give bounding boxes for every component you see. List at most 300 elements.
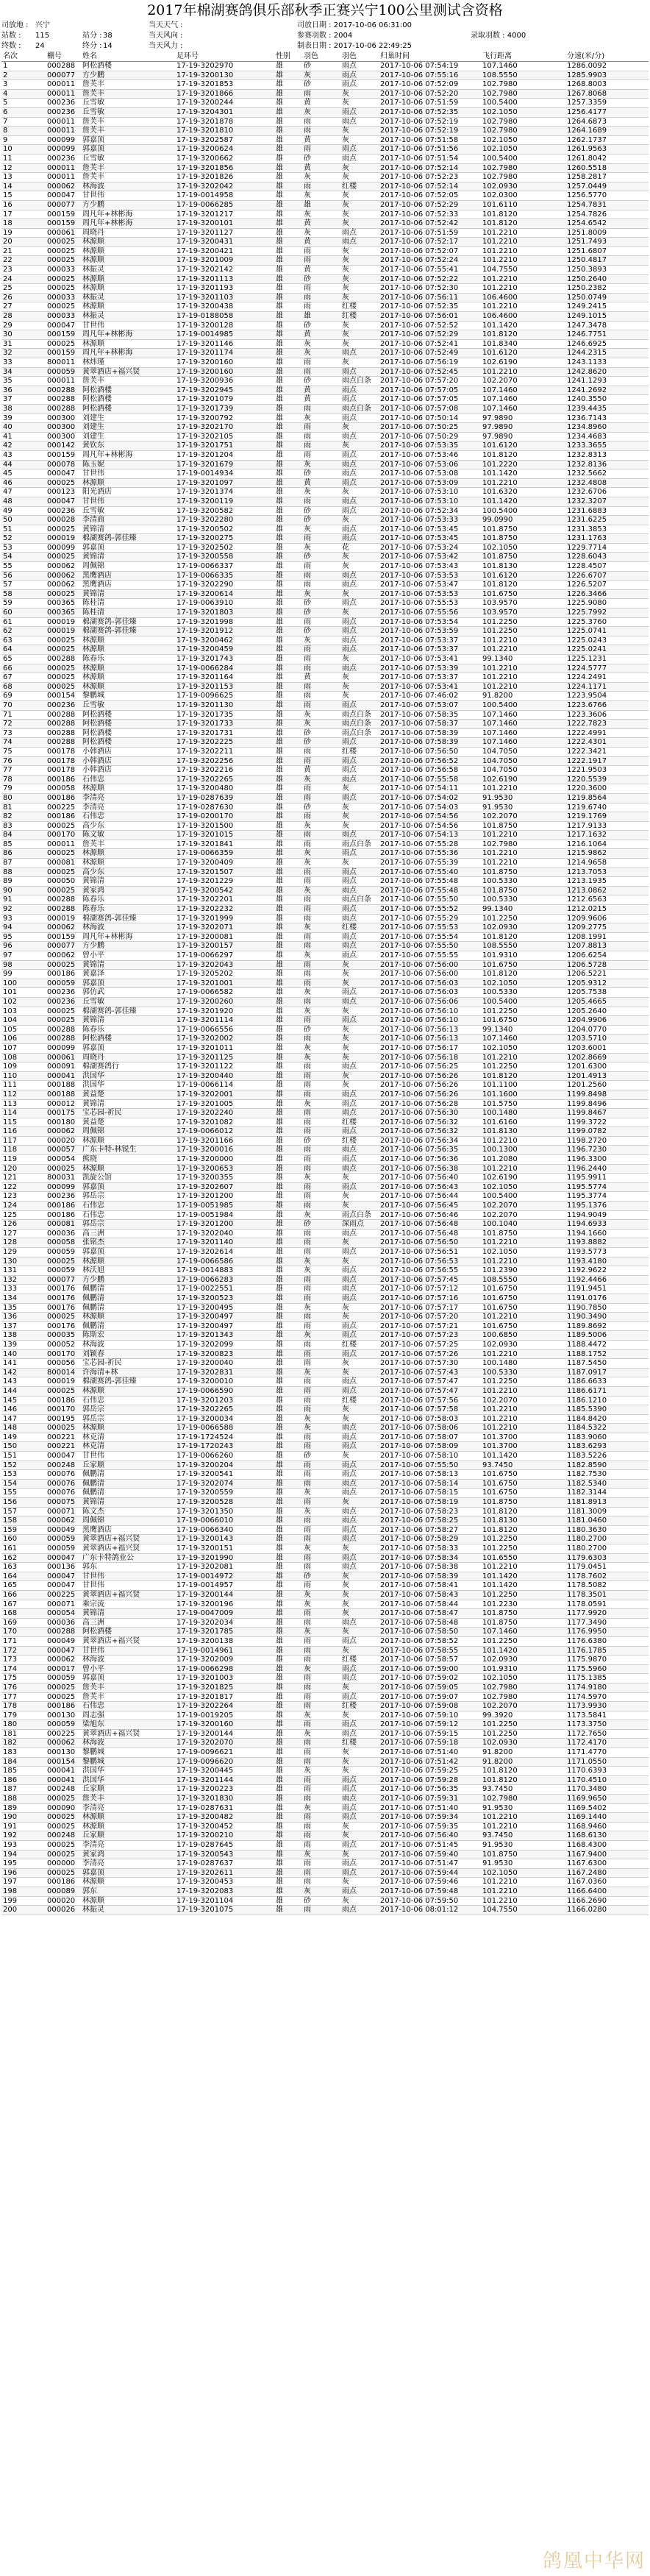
table-cell: 1170.4510	[565, 1775, 649, 1785]
table-cell: 郭嘉顶	[81, 1182, 175, 1192]
table-cell: 2017-10-06 07:58:25	[379, 1516, 481, 1526]
meta-cell: 司放地 :	[1, 21, 29, 29]
table-cell: 丘雪敏	[81, 99, 175, 108]
table-cell: 17-19-3202043	[175, 960, 274, 970]
table-row	[1, 1192, 649, 1202]
table-cell: 101.2250	[481, 1062, 565, 1072]
table-cell: 000025	[46, 274, 81, 284]
table-cell: 1223.3606	[565, 710, 649, 720]
table-cell: 2017-10-06 07:59:02	[379, 1674, 481, 1683]
table-cell: 107.1460	[481, 738, 565, 748]
table-cell: 2017-10-06 07:52:33	[379, 210, 481, 219]
table-cell: 雄	[274, 497, 302, 506]
table-cell: 17-19-3201998	[175, 617, 274, 627]
table-cell: 雨点	[340, 1266, 379, 1276]
table-row	[1, 1349, 649, 1359]
table-cell: 2017-10-06 07:50:29	[379, 432, 481, 441]
meta-cell	[82, 21, 103, 31]
table-row	[1, 1025, 649, 1035]
table-cell: 雨点	[340, 1516, 379, 1526]
table-cell: 17-19-0014958	[175, 191, 274, 201]
table-cell: 13	[1, 173, 46, 182]
table-cell: 1247.3478	[565, 321, 649, 330]
table-cell: 99.0990	[481, 516, 565, 525]
table-cell: 17-19-0014934	[175, 469, 274, 479]
table-cell: 000025	[46, 960, 81, 970]
table-cell: 17-19-3201999	[175, 914, 274, 923]
table-cell: 149	[1, 1433, 46, 1442]
table-cell: 林源顺	[81, 1257, 175, 1266]
table-cell: 洪国华	[81, 1071, 175, 1081]
table-cell: 000047	[46, 497, 81, 506]
table-cell: 000025	[46, 1795, 81, 1804]
table-cell: 雄	[274, 756, 302, 766]
table-row	[1, 1202, 649, 1211]
table-cell: 1188.1752	[565, 1349, 649, 1359]
table-cell: 雄	[274, 1739, 302, 1748]
table-cell: 000059	[46, 1535, 81, 1544]
table-cell: 800014	[46, 1368, 81, 1377]
table-cell: 雨点	[340, 469, 379, 479]
table-cell: 灰	[340, 1498, 379, 1508]
table-cell: 灰	[302, 1887, 340, 1896]
table-cell: 雨	[302, 581, 340, 590]
table-cell: 46	[1, 478, 46, 488]
table-cell: 000062	[46, 923, 81, 933]
table-cell: 2017-10-06 07:53:37	[379, 645, 481, 655]
table-cell: 阿松酒楼	[81, 395, 175, 405]
table-cell: 17-19-3200210	[175, 1831, 274, 1841]
table-cell: 7	[1, 117, 46, 127]
table-cell: 雨点	[340, 145, 379, 155]
table-cell: 102.0930	[481, 1739, 565, 1748]
table-cell: 000062	[46, 1739, 81, 1748]
table-cell: 灰	[302, 1850, 340, 1859]
table-cell: 17-19-0287639	[175, 793, 274, 803]
table-cell: 000025	[46, 867, 81, 877]
table-cell: 雨点	[340, 1535, 379, 1544]
table-cell: 雨点	[340, 1813, 379, 1823]
table-cell: 97.9890	[481, 414, 565, 423]
table-cell: 灰	[302, 1043, 340, 1053]
table-cell: 雄	[274, 145, 302, 155]
table-cell: 灰	[340, 1359, 379, 1369]
table-cell: 101.6750	[481, 1489, 565, 1498]
table-cell: 灰	[302, 1600, 340, 1609]
table-cell: 小韩酒店	[81, 766, 175, 776]
table-cell: 2017-10-06 07:51:42	[379, 1757, 481, 1767]
table-cell: 雨	[302, 1386, 340, 1396]
table-cell: 17-19-0066284	[175, 664, 274, 673]
table-cell: 1167.0360	[565, 1878, 649, 1887]
table-cell: 灰	[340, 423, 379, 433]
meta-cell	[515, 41, 559, 52]
table-cell: 17-19-3201200	[175, 1192, 274, 1202]
table-cell: 173	[1, 1656, 46, 1665]
table-cell: 1228.6043	[565, 553, 649, 562]
table-cell: 17-19-3202265	[175, 1405, 274, 1415]
table-cell: 雄	[274, 997, 302, 1007]
table-cell: 雨点	[340, 497, 379, 506]
table-cell: 101.2210	[481, 1414, 565, 1424]
table-cell: 2017-10-06 07:54:56	[379, 821, 481, 831]
table-cell: 000025	[46, 1692, 81, 1702]
table-cell: 灰	[340, 163, 379, 173]
table-cell: 000036	[46, 1618, 81, 1628]
table-cell: 黄	[302, 135, 340, 145]
table-cell: 雨点	[340, 478, 379, 488]
table-cell: 17-19-3201203	[175, 1396, 274, 1405]
table-cell: 2017-10-06 07:58:52	[379, 1636, 481, 1646]
table-row	[1, 1822, 649, 1831]
table-cell: 雄	[274, 1841, 302, 1851]
table-cell: 郭东	[81, 1887, 175, 1896]
table-cell: 黄翠酒店+福兴贤	[81, 1729, 175, 1739]
meta-cell	[103, 21, 149, 31]
table-cell: 102.2070	[481, 1396, 565, 1405]
table-cell: 雨	[302, 914, 340, 923]
table-cell: 灰	[340, 1414, 379, 1424]
table-cell: 2017-10-06 07:58:43	[379, 1590, 481, 1600]
table-cell: 林海波	[81, 1656, 175, 1665]
table-cell: 17-19-3201127	[175, 228, 274, 238]
table-cell: 2017-10-06 07:56:03	[379, 988, 481, 998]
table-cell: 林海波	[81, 1340, 175, 1349]
table-cell: 雨	[302, 1109, 340, 1118]
table-cell: 1249.2415	[565, 302, 649, 312]
table-cell: 雨点	[340, 1729, 379, 1739]
table-cell: 雄	[274, 414, 302, 423]
table-cell: 林源顺	[81, 849, 175, 859]
table-cell: 方少鹏	[81, 1275, 175, 1285]
table-cell: 181	[1, 1729, 46, 1739]
table-cell: 陈春乐	[81, 895, 175, 905]
table-cell: 雨点	[340, 525, 379, 534]
table-cell: 43	[1, 450, 46, 460]
table-cell: 17-19-3202607	[175, 1182, 274, 1192]
table-cell: 17-19-3201011	[175, 1043, 274, 1053]
table-cell: 灰	[302, 1424, 340, 1433]
table-cell: 黄锦清	[81, 960, 175, 970]
table-cell: 188	[1, 1795, 46, 1804]
table-cell: 17-19-3202240	[175, 1109, 274, 1118]
table-cell: 17-19-3201166	[175, 1136, 274, 1146]
table-cell: 1246.6925	[565, 339, 649, 349]
table-cell: 雨	[302, 1349, 340, 1359]
table-cell: 雄	[274, 386, 302, 395]
meta-cell: 当天风力 :	[149, 42, 183, 50]
table-cell: 000178	[46, 756, 81, 766]
table-cell: 灰	[302, 1174, 340, 1183]
table-cell: 灰	[340, 321, 379, 330]
table-cell: 1186.1210	[565, 1396, 649, 1405]
table-cell: 雄	[274, 812, 302, 822]
table-cell: 000288	[46, 1025, 81, 1035]
table-cell: 26	[1, 293, 46, 302]
table-cell: 17-19-3201193	[175, 284, 274, 294]
table-cell: 1225.0741	[565, 627, 649, 636]
table-row	[1, 506, 649, 516]
table-cell: 2017-10-06 07:58:35	[379, 710, 481, 720]
table-row	[1, 358, 649, 368]
table-cell: 黄锦清	[81, 525, 175, 534]
table-cell: 101.2210	[481, 1563, 565, 1572]
table-cell: 灰	[302, 460, 340, 469]
table-cell: 雨点	[340, 1109, 379, 1118]
table-cell: 107.1460	[481, 62, 565, 71]
race-meta	[0, 21, 650, 52]
table-cell: 2017-10-06 07:57:20	[379, 1313, 481, 1322]
table-row	[1, 1174, 649, 1183]
table-cell: 灰	[340, 246, 379, 256]
table-cell: 1178.5082	[565, 1581, 649, 1591]
table-cell: 雄	[274, 1720, 302, 1730]
table-cell: 101.8340	[481, 339, 565, 349]
table-cell: 灰	[302, 1414, 340, 1424]
table-cell: 阿松酒楼	[81, 728, 175, 738]
meta-cell	[400, 41, 471, 52]
table-cell: 雨	[302, 450, 340, 460]
table-cell: 雄	[274, 135, 302, 145]
table-cell: 灰	[340, 1850, 379, 1859]
table-row	[1, 859, 649, 868]
table-cell: 雨	[302, 1275, 340, 1285]
column-header: 棚号	[46, 52, 81, 62]
table-cell: 雄	[274, 395, 302, 405]
table-cell: 2017-10-06 07:54:03	[379, 803, 481, 812]
table-cell: 1231.6883	[565, 506, 649, 516]
table-cell: 000020	[46, 1896, 81, 1906]
table-cell: 191	[1, 1822, 46, 1831]
table-row	[1, 988, 649, 998]
table-cell: 17-19-3201125	[175, 1053, 274, 1062]
table-cell: 101.3700	[481, 1442, 565, 1452]
table-cell: 灰	[340, 1600, 379, 1609]
table-cell: 雨	[302, 1822, 340, 1831]
table-cell: 61	[1, 617, 46, 627]
table-cell: 雨	[302, 831, 340, 840]
table-cell: 灰	[302, 173, 340, 182]
table-cell: 17-19-3201853	[175, 80, 274, 90]
table-cell: 17-19-0066010	[175, 1516, 274, 1526]
table-cell: 101.2210	[481, 1349, 565, 1359]
table-cell: 101.6750	[481, 1321, 565, 1331]
table-cell: 17-19-3202970	[175, 62, 274, 71]
table-cell: 甘世伟	[81, 469, 175, 479]
table-cell: 黄翠酒店+福兴贤	[81, 1636, 175, 1646]
table-cell: 2017-10-06 07:55:48	[379, 886, 481, 895]
table-cell: 雄	[274, 766, 302, 776]
table-cell: 17-19-3202290	[175, 581, 274, 590]
table-cell: 丘雪敏	[81, 154, 175, 163]
table-cell: 1234.4683	[565, 432, 649, 441]
table-cell: 000011	[46, 80, 81, 90]
table-cell: 128	[1, 1238, 46, 1248]
table-row	[1, 895, 649, 905]
table-cell: 2017-10-06 07:56:44	[379, 1192, 481, 1202]
table-cell: 2017-10-06 07:59:05	[379, 1683, 481, 1692]
table-cell: 灰	[302, 543, 340, 553]
table-row	[1, 608, 649, 618]
table-cell: 2017-10-06 07:53:59	[379, 627, 481, 636]
table-cell: 1249.1015	[565, 312, 649, 322]
table-cell: 郭嘉顶	[81, 1248, 175, 1257]
table-cell: 000025	[46, 339, 81, 349]
table-cell: 2017-10-06 07:53:45	[379, 525, 481, 534]
table-cell: 灰	[340, 1043, 379, 1053]
table-cell: 灰	[340, 339, 379, 349]
table-cell: 000288	[46, 710, 81, 720]
table-cell: 000077	[46, 71, 81, 80]
table-cell: 砂	[302, 1452, 340, 1461]
table-cell: 雨点	[340, 1803, 379, 1813]
table-cell: 000176	[46, 1285, 81, 1294]
table-cell: 17-19-3202216	[175, 766, 274, 776]
table-cell: 121	[1, 1174, 46, 1183]
table-cell: 雨点	[340, 1887, 379, 1896]
table-cell: 91.9530	[481, 793, 565, 803]
table-cell: 000019	[46, 534, 81, 544]
table-cell: 17-19-3201733	[175, 720, 274, 729]
table-cell: 101.2390	[481, 1266, 565, 1276]
table-cell: 2017-10-06 07:55:29	[379, 914, 481, 923]
table-cell: 17-19-0066285	[175, 200, 274, 210]
table-cell: 黎鹏城	[81, 1757, 175, 1767]
table-cell: 2017-10-06 07:59:34	[379, 1813, 481, 1823]
table-cell: 101.8120	[481, 581, 565, 590]
table-cell: 雨	[302, 1525, 340, 1535]
table-cell: 陈文杰	[81, 1507, 175, 1516]
table-cell: 102.7980	[481, 163, 565, 173]
table-cell: 17-19-0066556	[175, 1025, 274, 1035]
table-row	[1, 1803, 649, 1813]
table-cell: 阿松酒楼	[81, 710, 175, 720]
table-cell: 000130	[46, 1748, 81, 1758]
table-cell: 雨点	[340, 905, 379, 915]
table-cell: 刘建生	[81, 423, 175, 433]
table-cell: 佩鹏清	[81, 1303, 175, 1313]
table-cell: 17-19-3201679	[175, 460, 274, 469]
table-row	[1, 1479, 649, 1489]
table-cell: 郭岳宗	[81, 1405, 175, 1415]
table-cell: 101.2210	[481, 673, 565, 683]
table-cell: 1192.9622	[565, 1266, 649, 1276]
table-cell: 雨	[302, 423, 340, 433]
table-cell: 106.4600	[481, 293, 565, 302]
table-cell: 101.6750	[481, 960, 565, 970]
table-cell: 1199.8467	[565, 1109, 649, 1118]
table-cell: 17-19-3201350	[175, 1507, 274, 1516]
table-cell: 雄	[274, 377, 302, 386]
table-cell: 雨	[302, 1192, 340, 1202]
table-row	[1, 849, 649, 859]
table-cell: 2017-10-06 07:59:07	[379, 1692, 481, 1702]
table-cell: 17-19-3204301	[175, 107, 274, 117]
meta-cell	[515, 31, 559, 41]
table-cell: 41	[1, 432, 46, 441]
table-cell: 17-19-0066359	[175, 849, 274, 859]
table-cell: 2017-10-06 07:59:28	[379, 1775, 481, 1785]
table-cell: 灰	[302, 1266, 340, 1276]
table-cell: 101.2210	[481, 274, 565, 284]
table-cell: 1219.6740	[565, 803, 649, 812]
table-cell: 雨	[302, 1229, 340, 1238]
table-cell: 雄	[274, 840, 302, 849]
table-cell: 1193.4180	[565, 1257, 649, 1266]
table-cell: 1199.8496	[565, 1099, 649, 1109]
table-row	[1, 1359, 649, 1369]
table-cell: 雨	[302, 1035, 340, 1044]
table-cell: 000057	[46, 1146, 81, 1155]
table-cell: 1187.0917	[565, 1368, 649, 1377]
table-cell: 101.3700	[481, 1433, 565, 1442]
table-cell: 000188	[46, 1081, 81, 1090]
table-cell: 雨点	[340, 1553, 379, 1563]
table-cell: 1201.6300	[565, 1062, 649, 1072]
table-cell: 102.1050	[481, 145, 565, 155]
table-cell: 82	[1, 812, 46, 822]
table-cell: 雄	[274, 1155, 302, 1165]
table-cell: 177	[1, 1692, 46, 1702]
table-cell: 雄	[274, 1581, 302, 1591]
table-cell: 17-19-0014961	[175, 1646, 274, 1656]
table-cell: 2017-10-06 07:52:41	[379, 339, 481, 349]
table-cell: 丘家顺	[81, 1831, 175, 1841]
table-cell: 2017-10-06 07:55:54	[379, 932, 481, 942]
meta-row	[0, 21, 650, 31]
table-cell: 雨	[302, 1868, 340, 1878]
table-cell: 雨	[302, 682, 340, 692]
table-cell: 灰	[340, 1683, 379, 1692]
table-cell: 雄	[274, 1702, 302, 1711]
table-row	[1, 627, 649, 636]
table-cell: 雄	[274, 1785, 302, 1795]
table-cell: 000077	[46, 200, 81, 210]
table-cell: 2017-10-06 07:56:51	[379, 1248, 481, 1257]
table-cell: 86	[1, 849, 46, 859]
table-cell: 雄	[274, 1294, 302, 1303]
table-cell: 灰	[340, 1368, 379, 1377]
table-cell: 101.8750	[481, 821, 565, 831]
table-cell: 17-19-3201803	[175, 608, 274, 618]
table-cell: 2017-10-06 07:57:30	[379, 1359, 481, 1369]
table-cell: 雨点	[340, 599, 379, 608]
table-row	[1, 942, 649, 951]
table-cell: 100.5400	[481, 99, 565, 108]
table-cell: 雨点	[340, 1692, 379, 1702]
table-cell: 101.2210	[481, 1257, 565, 1266]
table-cell: 2017-10-06 07:51:54	[379, 154, 481, 163]
table-cell: 000099	[46, 135, 81, 145]
table-cell: 雨	[302, 145, 340, 155]
table-cell: 2017-10-06 07:57:43	[379, 1368, 481, 1377]
table-cell: 周凡年+林彬海	[81, 932, 175, 942]
table-cell: 雄	[274, 1396, 302, 1405]
table-cell: 17-19-3200081	[175, 932, 274, 942]
table-cell: 98	[1, 960, 46, 970]
table-cell: 2017-10-06 07:57:58	[379, 1405, 481, 1415]
table-cell: 雄	[274, 1433, 302, 1442]
meta-cell: 当天天气 :	[149, 21, 183, 29]
table-cell: 91	[1, 895, 46, 905]
table-cell: 21	[1, 246, 46, 256]
table-cell: 195	[1, 1859, 46, 1869]
table-cell: 000078	[46, 460, 81, 469]
table-cell: 186	[1, 1775, 46, 1785]
table-cell: 17-19-0287631	[175, 1803, 274, 1813]
table-cell: 17-19-3201122	[175, 1062, 274, 1072]
table-cell: 雄	[302, 312, 340, 322]
